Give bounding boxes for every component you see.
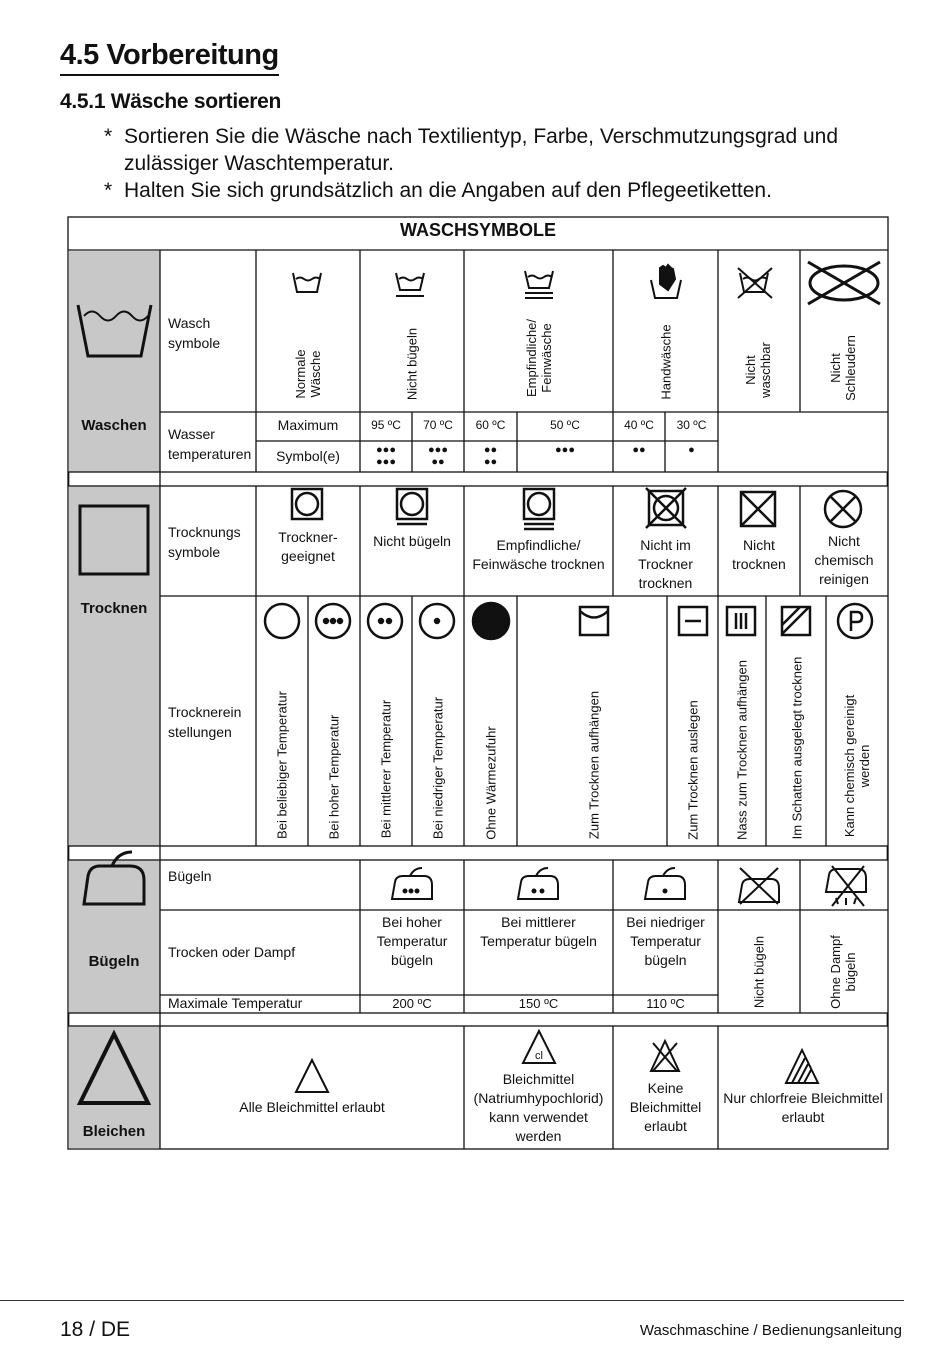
maximum-label: Maximum: [277, 417, 339, 433]
max-temperature-label: Maximale Temperatur: [168, 995, 303, 1011]
drying-symbol-name: Trockner- geeignet: [278, 529, 338, 564]
no-heat-icon: [473, 603, 509, 639]
bleach-any-icon: [296, 1060, 328, 1092]
do-not-dry-icon: [741, 492, 775, 526]
bleach-option: Alle Bleichmittel erlaubt: [239, 1099, 385, 1115]
do-not-wash-icon: [738, 268, 772, 298]
no-iron-wash-icon: [396, 273, 424, 296]
ironing-temp: 110 ºC: [646, 996, 685, 1011]
any-temperature-icon: [265, 604, 299, 638]
temperature-dots: ●●●: [555, 444, 575, 456]
subsection-heading: 4.5.1 Wäsche sortieren: [60, 90, 282, 113]
wash-symbol-name: Empfindliche/ Feinwäsche: [524, 318, 554, 398]
wash-temp: 70 ºC: [423, 418, 453, 432]
normal-wash-icon: [293, 273, 321, 292]
drying-symbol-name: Nicht chemisch reinigen: [814, 533, 874, 587]
temperature-dots: ●● ●●: [483, 444, 498, 468]
wash-temp: 60 ºC: [475, 418, 506, 432]
dryer-setting-name: Kann chemisch gereinigt werden: [842, 694, 872, 838]
iron-low-icon: [645, 868, 685, 899]
wash-symbol-name: Nicht waschbar: [743, 342, 773, 398]
dryer-setting-name: Im Schatten ausgelegt trocknen: [789, 656, 805, 840]
wash-temp: 40 ºC: [624, 418, 654, 432]
no-steam-icon: [826, 866, 866, 906]
line-dry-icon: [580, 607, 608, 635]
hand-wash-icon: [651, 265, 681, 298]
drying-symbol-name: Nicht trocknen: [732, 537, 786, 572]
water-temperatures-label: Wasser temperaturen: [168, 426, 252, 462]
dry-in-shade-icon: [782, 607, 810, 635]
delicate-wash-icon: [525, 271, 553, 298]
dryer-setting-name: Nass zum Trocknen aufhängen: [734, 660, 750, 840]
dryer-setting-name: Bei beliebiger Temperatur: [274, 691, 290, 839]
bleach-option: Nur chlorfreie Bleichmittel erlaubt: [723, 1090, 883, 1125]
section-label-waschen: Waschen: [81, 417, 147, 434]
bleach-option: Keine Bleichmittel erlaubt: [629, 1080, 702, 1134]
bullet-item: * Sortieren Sie die Wäsche nach Textilientyp, Farbe, Verschmutzungsgrad und zulässiger Waschtemperatur.: [100, 123, 910, 177]
dry-no-iron-icon: [397, 489, 427, 524]
manual-title: Waschmaschine / Bedienungsanleitung: [639, 1322, 902, 1339]
wash-temp: 30 ºC: [676, 418, 707, 432]
drying-symbol-name: Empfindliche/ Feinwäsche trocknen: [472, 537, 605, 572]
dryer-setting-name: Bei mittlerer Temperatur: [378, 699, 394, 839]
dryer-setting-name: Bei hoher Temperatur: [326, 714, 342, 840]
wash-symbol-name: Handwäsche: [658, 324, 674, 400]
footer-divider: [0, 1300, 904, 1301]
do-not-spin-icon: [808, 262, 880, 304]
ironing-label: Bügeln: [168, 868, 212, 884]
bleach-option: Bleichmittel (Natriumhypochlorid) kann verwendet werden: [473, 1071, 604, 1144]
no-steam-label: Ohne Dampf bügeln: [828, 935, 858, 1009]
section-label-trocknen: Trocknen: [80, 600, 148, 617]
wash-temp: 95 ºC: [371, 418, 401, 432]
symbols-row-label: Symbol(e): [276, 448, 340, 464]
high-temperature-icon: [316, 604, 350, 638]
tumble-dry-ok-icon: [292, 489, 322, 519]
ironing-temp: 150 ºC: [518, 996, 559, 1011]
dryer-setting-name: Bei niedriger Temperatur: [430, 696, 446, 840]
drying-symbols-label: Trocknungs symbole: [168, 524, 241, 560]
low-temperature-icon: [420, 604, 454, 638]
temperature-dots: ●●● ●●: [428, 444, 448, 468]
dryer-setting-name: Zum Trocknen auslegen: [685, 700, 701, 840]
drying-symbol-name: Nicht bügeln: [373, 533, 451, 549]
dryer-settings-label: Trocknerein stellungen: [168, 704, 242, 740]
drip-dry-icon: [727, 607, 755, 635]
iron-high-icon: [392, 868, 432, 899]
section-label-buegeln: Bügeln: [88, 953, 140, 970]
wash-symbol-name: Nicht Schleudern: [828, 335, 858, 401]
section-label-bleichen: Bleichen: [82, 1123, 146, 1140]
iron-medium-icon: [518, 868, 558, 899]
bullet-item: * Halten Sie sich grundsätzlich an die Angaben auf den Pflegeetiketten.: [100, 177, 910, 204]
ironing-temp: 200 ºC: [392, 996, 432, 1011]
page-number: 18 / DE: [60, 1318, 131, 1341]
no-dry-clean-icon: [825, 491, 861, 527]
dry-flat-icon: [679, 607, 707, 635]
temperature-dots: ●●● ●●●: [376, 444, 396, 468]
wash-symbol-name: Nicht bügeln: [404, 327, 420, 401]
ironing-option: Bei niedriger Temperatur bügeln: [626, 914, 705, 968]
dry-or-steam-label: Trocken oder Dampf: [168, 944, 296, 960]
ironing-option: Bei hoher Temperatur bügeln: [376, 914, 448, 968]
do-not-iron-label: Nicht bügeln: [751, 935, 767, 1009]
dryer-setting-name: Zum Trocknen aufhängen: [586, 690, 602, 840]
medium-temperature-icon: [368, 604, 402, 638]
no-tumble-dry-icon: [646, 488, 686, 528]
delicate-dry-icon: [524, 489, 554, 529]
svg-text:cl: cl: [535, 1050, 543, 1062]
ironing-option: Bei mittlerer Temperatur bügeln: [480, 914, 597, 949]
non-chlorine-bleach-icon: [786, 1050, 818, 1083]
bleach-chlorine-icon: [523, 1031, 555, 1063]
table-title: WASCHSYMBOLE: [399, 220, 556, 240]
do-not-iron-icon: [739, 868, 779, 904]
no-bleach-icon: [651, 1041, 679, 1071]
temperature-dots: ●●: [632, 444, 646, 456]
wash-symbol-name: Normale Wäsche: [293, 349, 323, 399]
section-heading: 4.5 Vorbereitung: [60, 38, 279, 76]
dry-clean-p-icon: [838, 604, 872, 638]
dryer-setting-name: Ohne Wärmezufuhr: [483, 726, 499, 840]
drying-symbol-name: Nicht im Trockner trocknen: [638, 537, 693, 591]
wash-symbols-label: Wasch symbole: [168, 315, 221, 351]
temperature-dots: ●: [688, 444, 695, 456]
wash-temp: 50 ºC: [550, 418, 580, 432]
